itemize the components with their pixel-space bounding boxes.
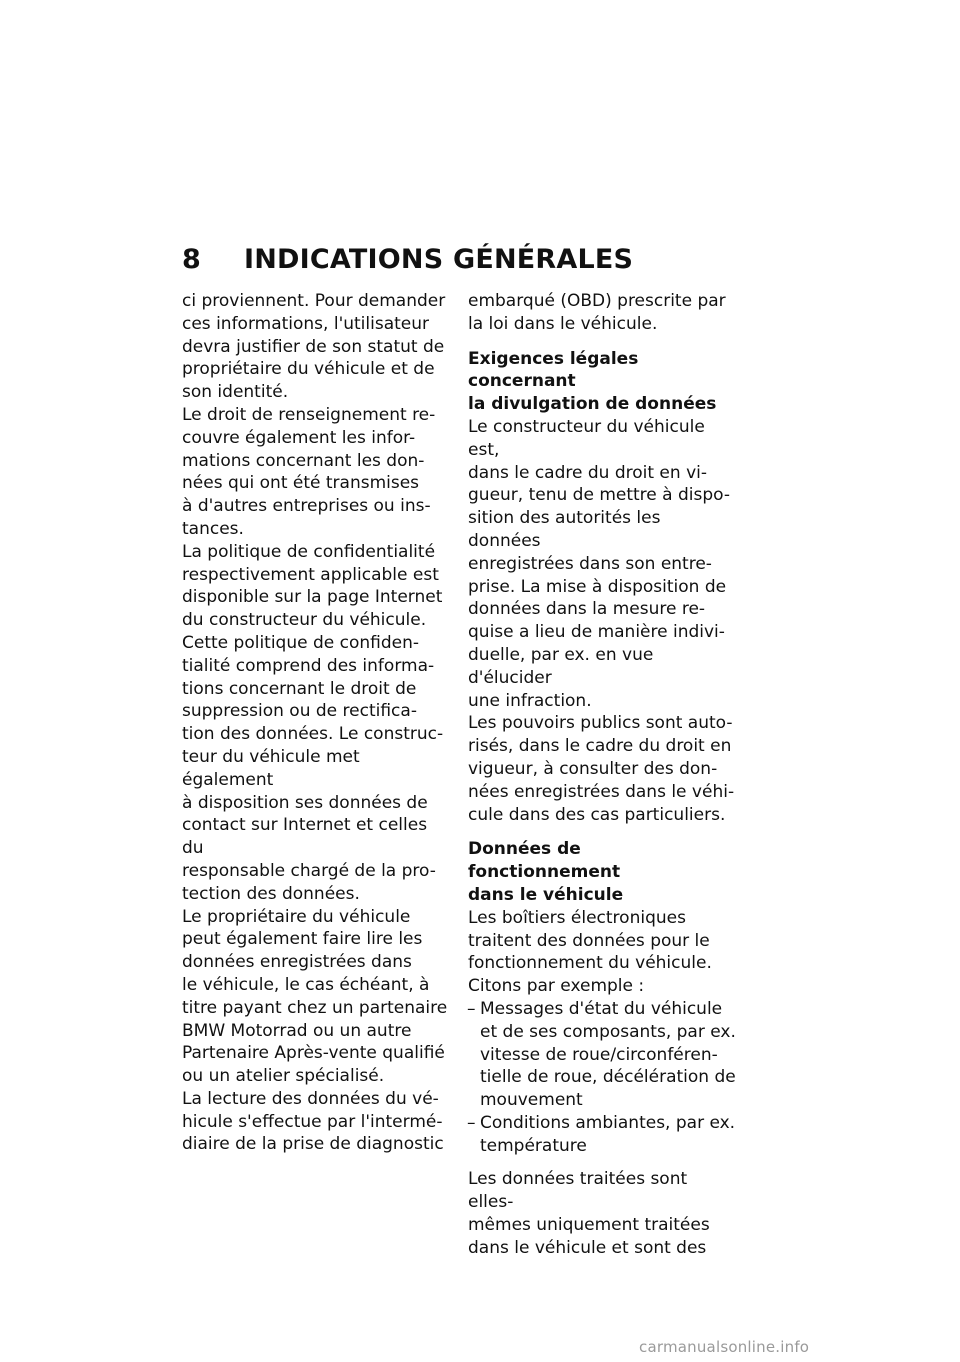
chapter-header [182,244,633,275]
paragraph: ci proviennent. Pour demander ces informations, l'utilisateur devra justifier de son statut de propriétaire du véhicule et de son identité. [182,291,446,403]
dash-bullet: – [467,998,476,1019]
paragraph: La politique de confidentialité respectivement applicable est disponible sur la page Internet du constructeur du véhicule. Cette politique de confiden- tialité comprend des informa- tions concernant le droit de suppression ou de rectifica- tion des données. Le construc- teur du véhicule met également à disposition ses données de contact sur Internet et celles du responsable chargé de la pro- tection des données. [182,541,444,904]
paragraph: Le propriétaire du véhicule peut également faire lire les données enregistrées dans le véhicule, le cas échéant, à titre payant chez un partenaire BMW Motorrad ou un autre Partenaire Après-vente qualifié ou un atelier spécialisé. [182,906,448,1087]
list-item [468,1112,736,1158]
chapter-number: 8 [182,244,201,275]
watermark-logo: carmanualsonline.info [639,1338,810,1356]
section-heading-legal: Exigences légales concernant la divulgation de données [468,348,717,415]
dash-bullet: – [467,1112,476,1133]
right-column [468,290,736,1260]
list-item [468,998,736,1112]
paragraph: La lecture des données du vé- hicule s'effectue par l'intermé- diaire de la prise de diagnostic [182,1088,444,1155]
list-item-text: Conditions ambiantes, par ex. température [480,1112,736,1156]
paragraph: Les données traitées sont elles- mêmes uniquement traitées dans le véhicule et sont des [468,1169,710,1258]
list-item-text: Messages d'état du véhicule et de ses composants, par ex. vitesse de roue/circonféren- tielle de roue, décélération de mouvement [480,998,736,1111]
paragraph: Les boîtiers électroniques traitent des données pour le fonctionnement du véhicule. [468,907,712,974]
paragraph: embarqué (OBD) prescrite par la loi dans le véhicule. [468,291,726,334]
paragraph: Citons par exemple : [468,976,645,997]
section-heading-operating-data: Données de fonctionnement dans le véhicule [468,839,624,905]
paragraph: Le droit de renseignement re- couvre également les infor- mations concernant les don- nées qui ont été transmises à d'autres entreprises ou ins- tances. [182,404,436,539]
paragraph: Les pouvoirs publics sont auto- risés, dans le cadre du droit en vigueur, à consulter des don- nées enregistrées dans le véhi- cule dans des cas particuliers. [468,713,735,825]
example-list [468,998,736,1158]
chapter-title: INDICATIONS GÉNÉRALES [244,244,634,275]
left-column [182,290,450,1156]
paragraph: Le constructeur du véhicule est, dans le cadre du droit en vi- gueur, tenu de mettre à dispo- sition des autorités les données enregistrées dans son entre- prise. La mise à disposition de données dans la mesure re- quise a lieu de manière indivi- duelle, par ex. en vue d'élucider une infraction. [468,416,730,711]
